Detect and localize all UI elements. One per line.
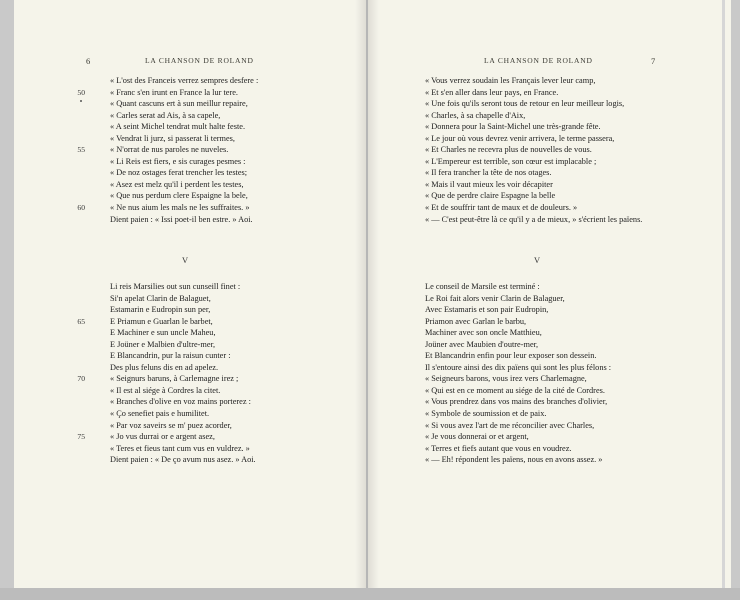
verse-line [110,179,258,191]
verse-text: E Machiner e sun uncle Maheu, [110,328,216,338]
verse-line: « Si vous avez l'art de me réconcilier avec Charles, [425,420,595,430]
verse-line: « Que de perdre claire Espagne la belle [425,191,556,201]
left-stanza-top [77,75,259,225]
verse-text: E Priamun e Guarlan le barbet, [110,316,213,326]
verse-line [110,327,256,339]
verse-text: « N'orrat de nus paroles ne nuveles. [110,145,229,155]
verse-line: Et Blancandrin enfin pour leur exposer son dessein. [425,351,597,361]
verse-line [77,316,256,328]
verse-line: « — C'est peut-être là ce qu'il y a de mieux, » s'écrient les païens. [425,214,643,224]
verse-text: Dient paien : « Issi poet-il ben estre. » Aoi. [110,214,253,224]
verse-line [110,443,256,455]
verse-line [110,362,256,374]
verse-line [77,202,258,214]
verse-text: « Franc s'en irunt en France la lur tere. [110,87,238,97]
verse-line: « — Eh! répondent les païens, nous en avons assez. » [425,455,603,465]
verse-text: « Vendrat li jurz, si passerat li termes, [110,133,235,143]
running-header: LA CHANSON DE ROLAND [484,56,593,65]
verse-line [77,144,258,156]
verse-text: E Joüner e Malbien d'ultre-mer, [110,339,216,349]
verse-text: Li reis Marsilies out sun cunseill finet : [110,282,241,291]
left-stanza-bottom [77,281,256,466]
verse-line [77,373,256,385]
verse-line [110,214,258,226]
right-stanza-bottom [425,281,611,466]
verse-line: Joüner avec Maubien d'outre-mer, [425,339,539,349]
verse-line: Le conseil de Marsile est terminé : [425,282,540,291]
verse-line: « Et Charles ne recevra plus de nouvelles de vous. [425,145,592,155]
verse-line [110,396,256,408]
verse-line: Il s'entoure ainsi des dix païens qui sont les plus félons : [425,362,612,372]
line-number: 55 [77,145,85,155]
right-page [368,0,731,588]
verse-text: « Il est al siége à Cordres la citet. [110,385,221,395]
verse-line: « Et s'en aller dans leur pays, en France. [425,87,559,97]
verse-line [110,420,256,432]
verse-line [110,167,258,179]
right-stanza-top [425,75,642,225]
verse-text: « Carles serat ad Ais, à sa capele, [110,110,221,120]
verse-line [77,431,256,443]
verse-line [110,350,256,362]
line-number: 70 [77,374,85,384]
verse-line [110,454,256,466]
verse-line [110,281,256,293]
verse-line: Machiner avec son oncle Matthieu, [425,328,542,338]
book-gutter [355,0,379,588]
line-number: 50 [77,87,85,97]
verse-line [110,304,256,316]
verse-text: « Jo vus durrai or e argent asez, [110,432,215,442]
verse-line [110,339,256,351]
verse-line: « Je vous donnerai or et argent, [425,432,529,442]
verse-line [110,408,256,420]
line-number: 65 [77,316,85,326]
verse-text: « Par voz saveirs se m' puez acorder, [110,420,232,430]
verse-line: « Qui est en ce moment au siége de la cité de Cordres. [425,385,605,395]
verse-line [77,87,258,99]
ink-dot [80,100,82,102]
verse-line: « Vous verrez soudain les Français lever leur camp, [425,76,596,85]
verse-line: Avec Estamaris et son pair Eudropin, [425,305,549,315]
verse-text: « De noz ostages ferat trencher les testes; [110,168,248,178]
verse-line: « Charles, à sa chapelle d'Aix, [425,110,526,120]
verse-line: « Et de souffrir tant de maux et de douleurs. » [425,203,578,213]
verse-line: « Terres et fiefs autant que vous en voudrez. [425,443,572,453]
verse-line [110,385,256,397]
verse-line: « Il fera trancher la tête de nos otages. [425,168,552,178]
verse-text: Si'n apelat Clarin de Balaguet, [110,293,211,303]
running-header: LA CHANSON DE ROLAND [145,56,254,65]
line-number: 60 [77,203,85,213]
verse-line: « Une fois qu'ils seront tous de retour en leur meilleur logis, [425,99,625,109]
verse-text: « Teres et fieus tant cum vus en vuldrez. » [110,443,250,453]
verse-text: « Asez est melz qu'il i perdent les testes, [110,179,244,189]
verse-text: « A seint Michel tendrat mult halte feste. [110,122,246,132]
verse-line [110,190,258,202]
verse-line: « Le jour où vous devrez venir arrivera, le terme passera, [425,133,615,143]
verse-text: E Blancandrin, pur la raisun cunter : [110,351,231,361]
left-page [14,0,366,588]
verse-line: « Seigneurs barons, vous irez vers Charlemagne, [425,374,587,384]
verse-text: « Branches d'olive en voz mains porterez : [110,397,251,407]
verse-line [110,98,258,110]
verse-text: « L'ost des Franceis verrez sempres desfere : [110,76,259,85]
verse-text: Dient paien : « De ço avum nus asez. » Aoi. [110,455,256,465]
verse-line: Priamon avec Garlan le barbu, [425,316,527,326]
line-number: 75 [77,432,85,442]
verse-line [110,156,258,168]
verse-line: « Vous prendrez dans vos mains des branches d'olivier, [425,397,608,407]
verse-line: « Mais il vaut mieux les voir décapiter [425,179,553,189]
verse-line: « L'Empereur est terrible, son cœur est implacable ; [425,156,597,166]
page-number: 7 [651,56,656,66]
verse-line: « Donnera pour la Saint-Michel une très-grande fête. [425,122,601,132]
verse-line [110,293,256,305]
verse-text: « Seignurs baruns, à Carlemagne irez ; [110,374,239,384]
verse-text: Des plus feluns dis en ad apelez. [110,362,219,372]
verse-line [110,133,258,145]
verse-text: « Li Reis est fiers, e sis curages pesmes : [110,156,246,166]
verse-text: « Ne nus aium les mals ne les suffraites. » [110,203,250,213]
verse-line [110,75,258,87]
laisse-heading: V [182,256,189,265]
verse-line: Le Roi fait alors venir Clarin de Balaguer, [425,293,565,303]
verse-text: « Quant cascuns ert à sun meillur repaire, [110,99,248,109]
verse-text: Estamarin e Eudropin sun per, [110,305,211,315]
verse-line [110,110,258,122]
verse-text: « Que nus perdum clere Espaigne la bele, [110,191,248,201]
viewer-bottom-bar [0,588,740,600]
scrollbar[interactable] [722,0,725,588]
page-number: 6 [86,56,91,66]
verse-line: « Symbole de soumission et de paix. [425,409,547,419]
verse-line [110,121,258,133]
laisse-heading: V [534,256,541,265]
verse-text: « Ço senefiet pais e humilitet. [110,409,210,419]
